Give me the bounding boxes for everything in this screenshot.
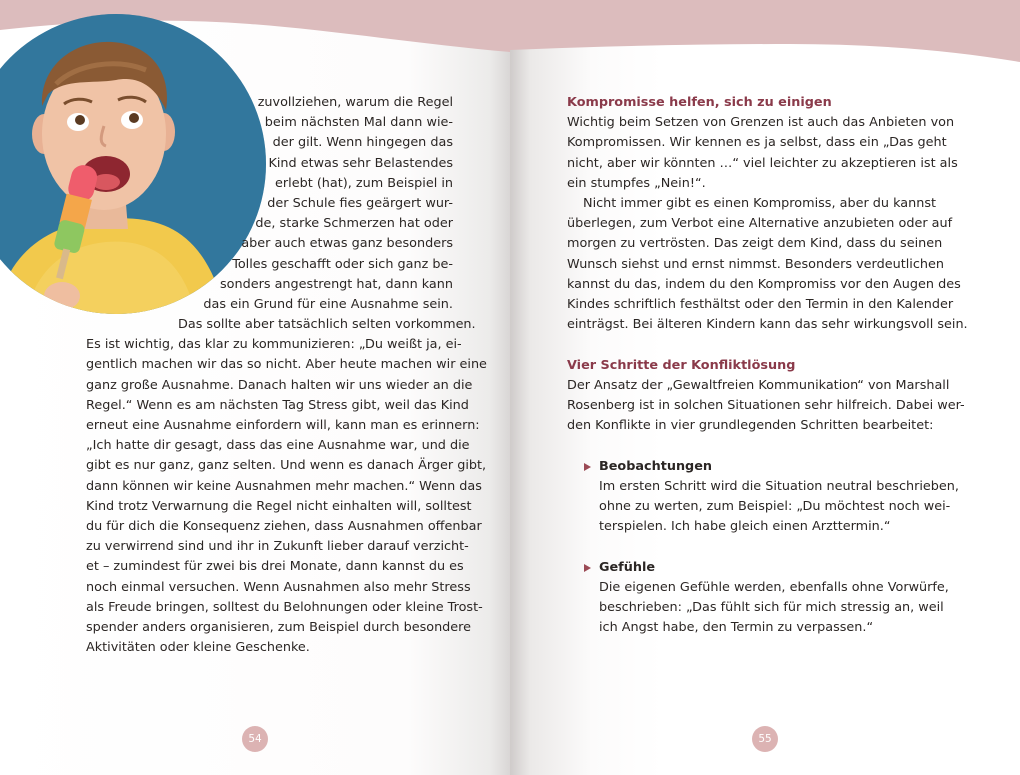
text-line: ein stumpfes „Nein!“. — [567, 175, 706, 191]
text-line: Kindes schriftlich festhältst oder den Termin in den Kalender — [567, 297, 954, 313]
body-text-block — [86, 315, 487, 658]
text-line: Es ist wichtig, das klar zu kommunizieren: „Du weißt ja, ei- — [86, 337, 462, 353]
text-line: Wichtig beim Setzen von Grenzen ist auch das Anbieten von — [567, 115, 955, 131]
text-line: zuvollziehen, warum die Regel — [257, 95, 453, 110]
text-line: Rosenberg ist in solchen Situationen sehr hilfreich. Dabei wer- — [567, 398, 965, 414]
text-line: als Freude bringen, solltest du Belohnungen oder kleine Trost- — [86, 599, 483, 615]
text-line: et – zumindest für zwei bis drei Monate, dann kannst du es — [86, 559, 464, 575]
text-line: Aktivitäten oder kleine Geschenke. — [86, 640, 310, 656]
text-line: du für dich die Konsequenz ziehen, dass Ausnahmen offenbar — [86, 519, 482, 535]
bullet-item — [567, 457, 959, 538]
text-line: sonders angestrengt hat, dann kann — [219, 276, 453, 292]
text-line: terspielen. Ich habe gleich einen Arzttermin.“ — [599, 519, 891, 535]
page-number-55: 55 — [752, 726, 778, 752]
section-heading-konfliktloesung: Vier Schritte der Konfliktlösung — [567, 357, 796, 373]
text-line: gibt es nur ganz, ganz selten. Und wenn es danach Ärger gibt, — [86, 458, 487, 474]
text-line: Das sollte aber tatsächlich selten vorkommen. — [178, 317, 476, 332]
text-line: aber auch etwas ganz besonders — [241, 236, 453, 252]
bullet-title: Beobachtungen — [599, 457, 935, 477]
text-line: zu verwirrend sind und ihr in Zukunft lieber darauf verzicht- — [86, 539, 469, 555]
text-line: morgen zu vertrösten. Das zeigt dem Kind, dass du seinen — [567, 236, 943, 252]
text-line: noch einmal versuchen. Wenn Ausnahmen also mehr Stress — [86, 579, 471, 595]
text-line: den Konflikte in vier grundlegenden Schritten bearbeitet: — [567, 418, 934, 434]
bullet-title: Gefühle — [599, 558, 935, 578]
bullet-item — [567, 558, 949, 639]
text-line: das ein Grund für eine Ausnahme sein. — [203, 297, 453, 313]
text-line: de, starke Schmerzen hat oder — [255, 216, 453, 232]
text-line: Im ersten Schritt wird die Situation neutral beschrieben, — [599, 478, 959, 494]
header-wave — [510, 0, 1020, 80]
text-line: „Ich hatte dir gesagt, dass das eine Ausnahme war, und die — [86, 438, 470, 454]
right-page — [510, 0, 1020, 775]
page-number-54: 54 — [242, 726, 268, 752]
text-line: der Schule fies geärgert wur- — [267, 196, 453, 212]
text-line: Nicht immer gibt es einen Kompromiss, aber du kannst — [583, 196, 937, 212]
text-line: Kind trotz Verwarnung die Regel nicht einhalten will, solltest — [86, 498, 472, 514]
text-line: beim nächsten Mal dann wie- — [264, 115, 453, 131]
text-line: spender anders organisieren, zum Beispiel durch besondere — [86, 620, 472, 636]
text-line: Der Ansatz der „Gewaltfreien Kommunikation“ von Marshall — [567, 377, 950, 393]
text-line: nicht, aber wir könnten …“ viel leichter zu akzeptieren ist als — [567, 155, 958, 171]
text-line: dann können wir keine Ausnahmen mehr machen.“ Wenn das — [86, 478, 482, 494]
text-line: Kompromissen. Wir kennen es ja selbst, dass ein „Das geht — [567, 135, 947, 151]
text-line: Wunsch siehst und ernst nimmst. Besonders verdeutlichen — [567, 256, 944, 272]
wrapped-text-block — [174, 93, 453, 315]
text-line: einträgst. Bei älteren Kindern kann das sehr wirkungsvoll sein. — [567, 317, 968, 333]
text-line: Die eigenen Gefühle werden, ebenfalls ohne Vorwürfe, — [599, 579, 949, 595]
text-line: Regel.“ Wenn es am nächsten Tag Stress gibt, weil das Kind — [86, 397, 469, 413]
triangle-bullet-icon — [584, 564, 591, 572]
right-text-block — [567, 93, 968, 638]
text-line: erlebt (hat), zum Beispiel in — [275, 175, 453, 191]
triangle-bullet-icon — [584, 463, 591, 471]
section-heading-kompromisse: Kompromisse helfen, sich zu einigen — [567, 95, 832, 110]
text-line: ich Angst habe, den Termin zu verpassen.“ — [599, 620, 874, 636]
text-line: Tolles geschafft oder sich ganz be- — [232, 256, 453, 272]
text-line: der gilt. Wenn hingegen das — [272, 135, 453, 151]
text-line: Kind etwas sehr Belastendes — [268, 155, 453, 171]
text-line: gentlich machen wir das so nicht. Aber heute machen wir eine — [86, 357, 487, 373]
text-line: kannst du das, indem du den Kompromiss vor den Augen des — [567, 276, 961, 292]
text-line: ohne zu werten, zum Beispiel: „Du möchtest noch wei- — [599, 499, 951, 515]
text-line: beschrieben: „Das fühlt sich für mich stressig an, weil — [599, 600, 944, 616]
text-line: überlegen, zum Verbot eine Alternative anzubieten oder auf — [567, 216, 953, 232]
text-line: ganz große Ausnahme. Danach halten wir uns wieder an die — [86, 377, 473, 393]
text-line: erneut eine Ausnahme einfordern will, kann man es erinnern: — [86, 418, 480, 434]
